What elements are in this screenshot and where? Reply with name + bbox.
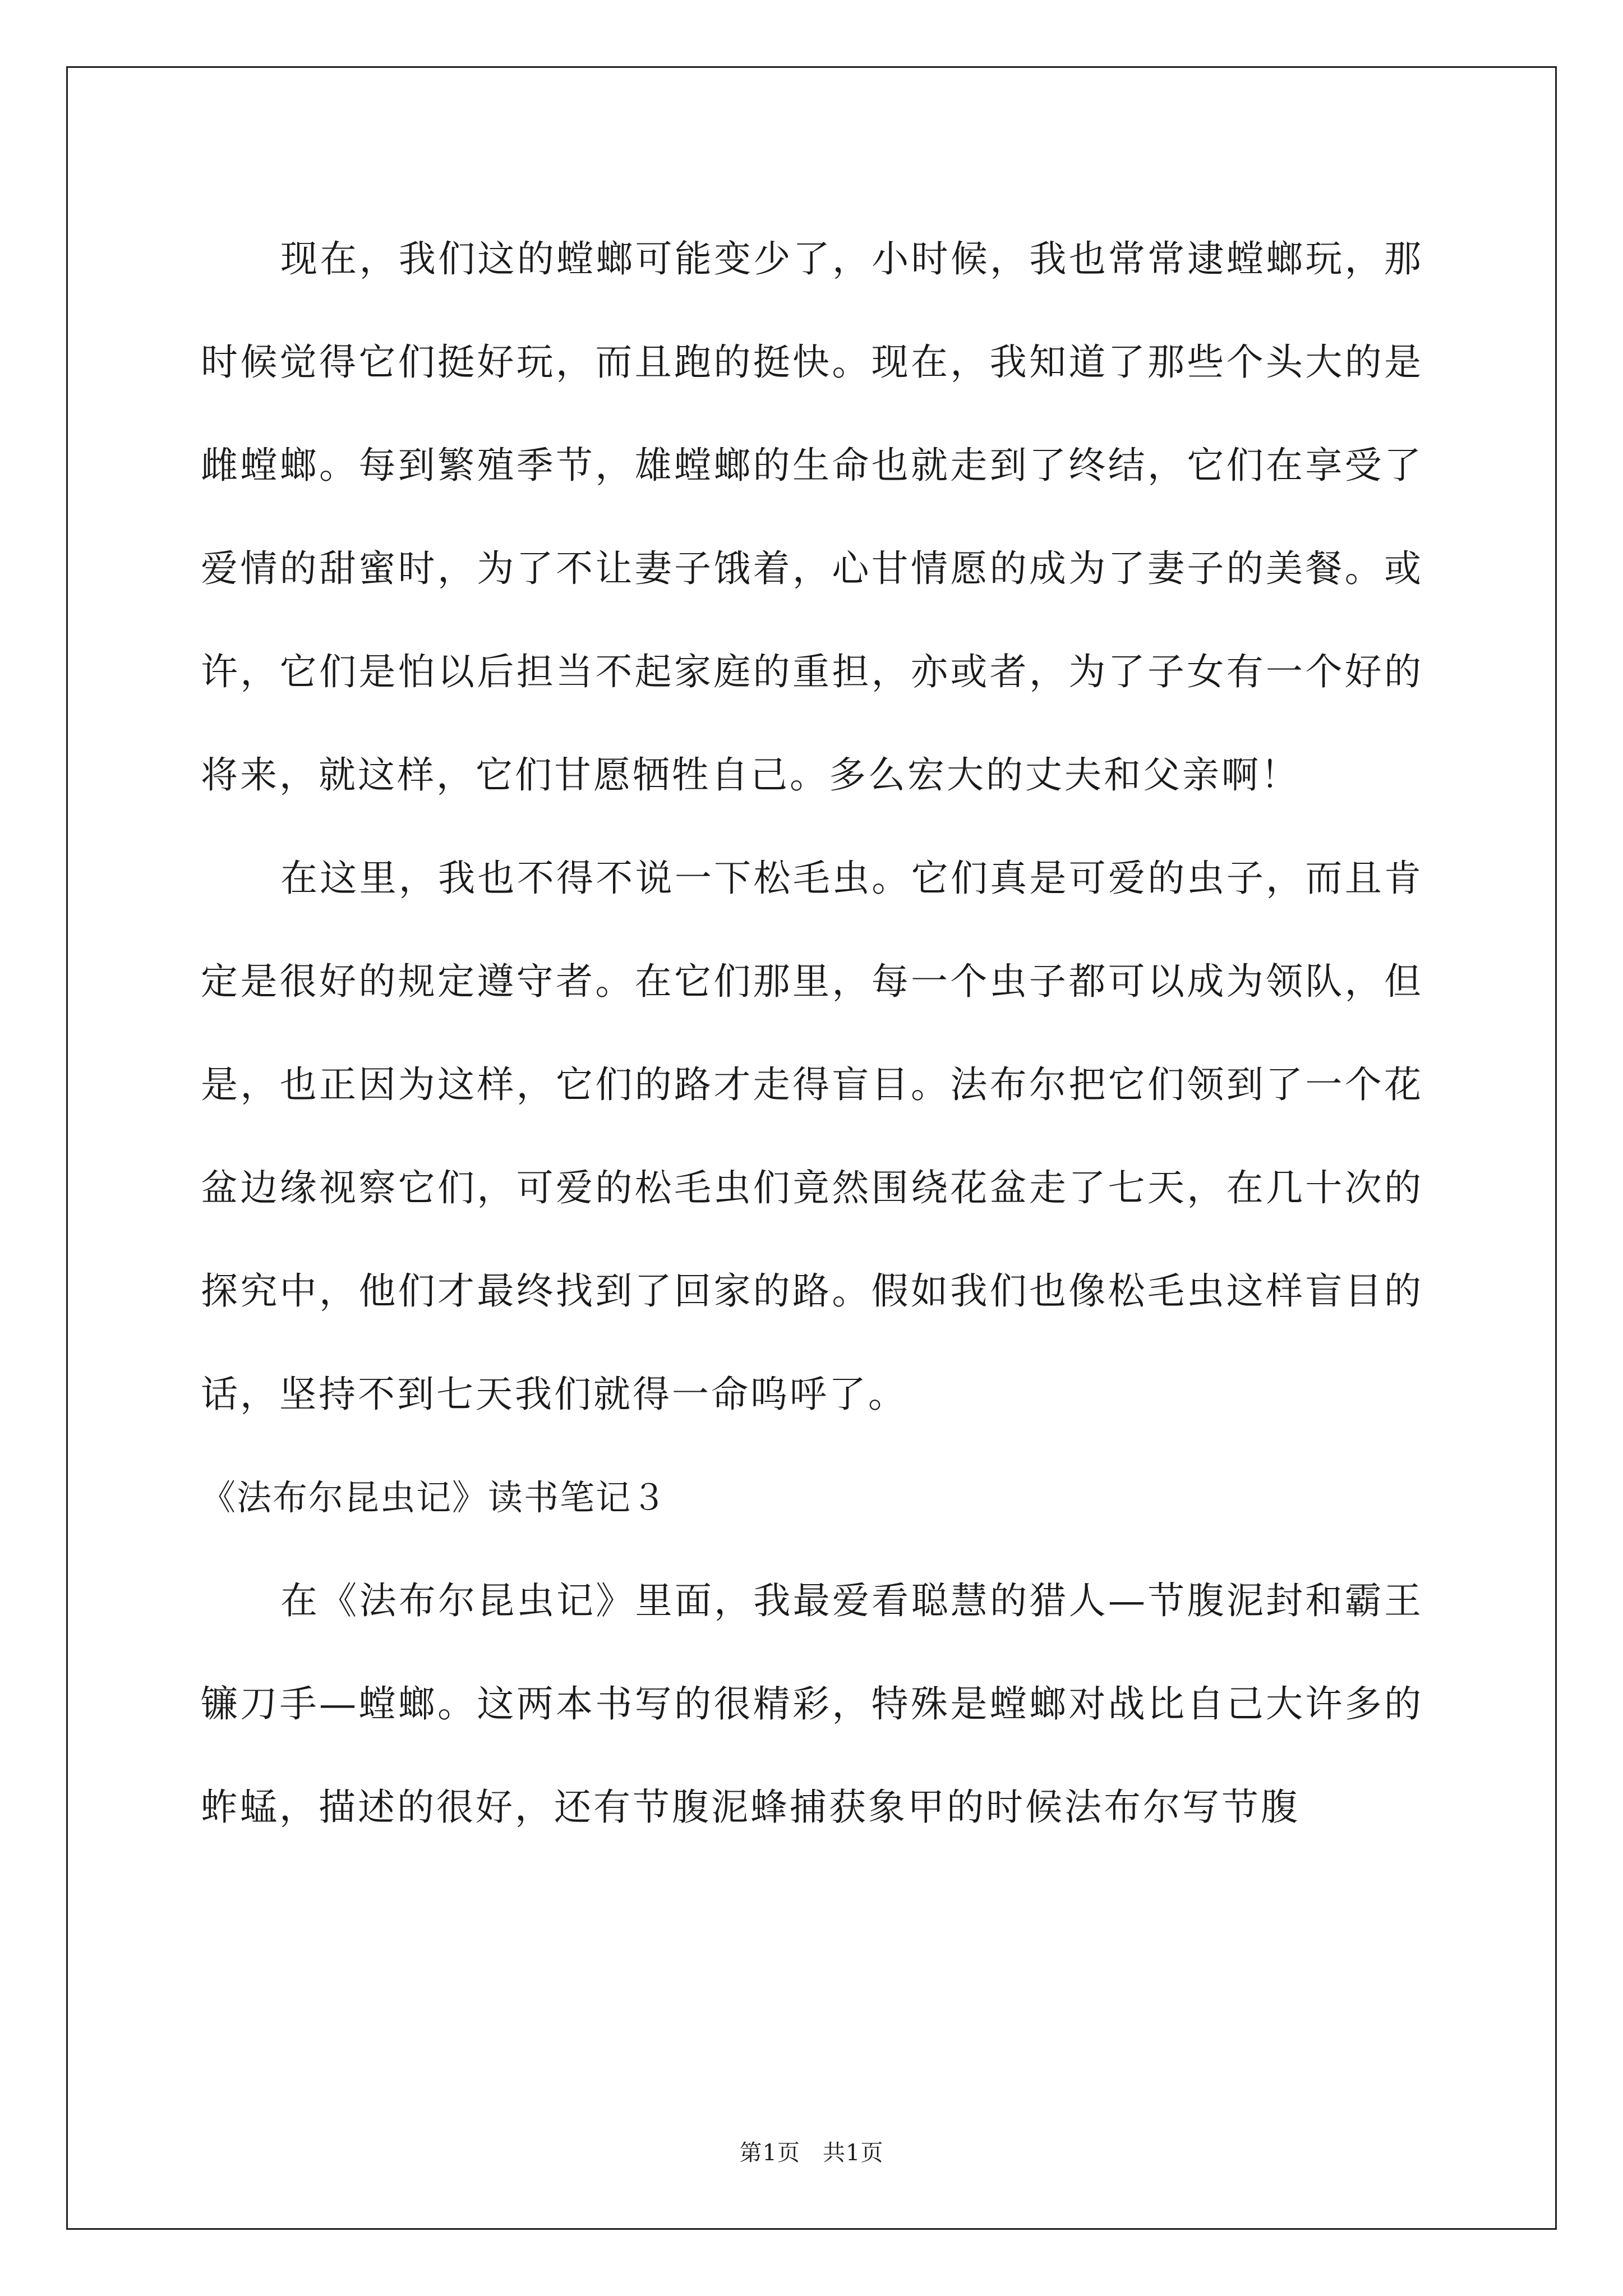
page-number-current: 第1页 (739, 2140, 800, 2166)
paragraph-pine-caterpillar: 在这里，我也不得不说一下松毛虫。它们真是可爱的虫子，而且肯定是很好的规定遵守者。在它们那里，每一个虫子都可以成为领队，但是，也正因为这样，它们的路才走得盲目。法布尔把它们领到了一个花盆边缘视察它们，可爱的松毛虫们竟然围绕花盆走了七天，在几十次的探究中，他们才最终找到了回家的路。假如我们也像松毛虫这样盲目的话，坚持不到七天我们就得一命呜呼了。 (201, 857, 1423, 1416)
page-footer (0, 2138, 1623, 2168)
document-body (201, 208, 1423, 1859)
section-heading: 《法布尔昆虫记》读书笔记３ (201, 1477, 668, 1518)
page-number-total: 共1页 (823, 2140, 884, 2166)
paragraph-section-3: 在《法布尔昆虫记》里面，我最爱看聪慧的猎人—节腹泥封和霸王镰刀手—螳螂。这两本书写的很精彩，特殊是螳螂对战比自己大许多的蚱蜢，描述的很好，还有节腹泥蜂捕获象甲的时候法布尔写节腹 (201, 1579, 1423, 1829)
paragraph-mantis: 现在，我们这的螳螂可能变少了，小时候，我也常常逮螳螂玩，那时候觉得它们挺好玩，而且跑的挺快。现在，我知道了那些个头大的是雌螳螂。每到繁殖季节，雄螳螂的生命也就走到了终结，它们在享受了爱情的甜蜜时，为了不让妻子饿着，心甘情愿的成为了妻子的美餐。或许，它们是怕以后担当不起家庭的重担，亦或者，为了子女有一个好的将来，就这样，它们甘愿牺牲自己。多么宏大的丈夫和父亲啊！ (201, 237, 1423, 797)
